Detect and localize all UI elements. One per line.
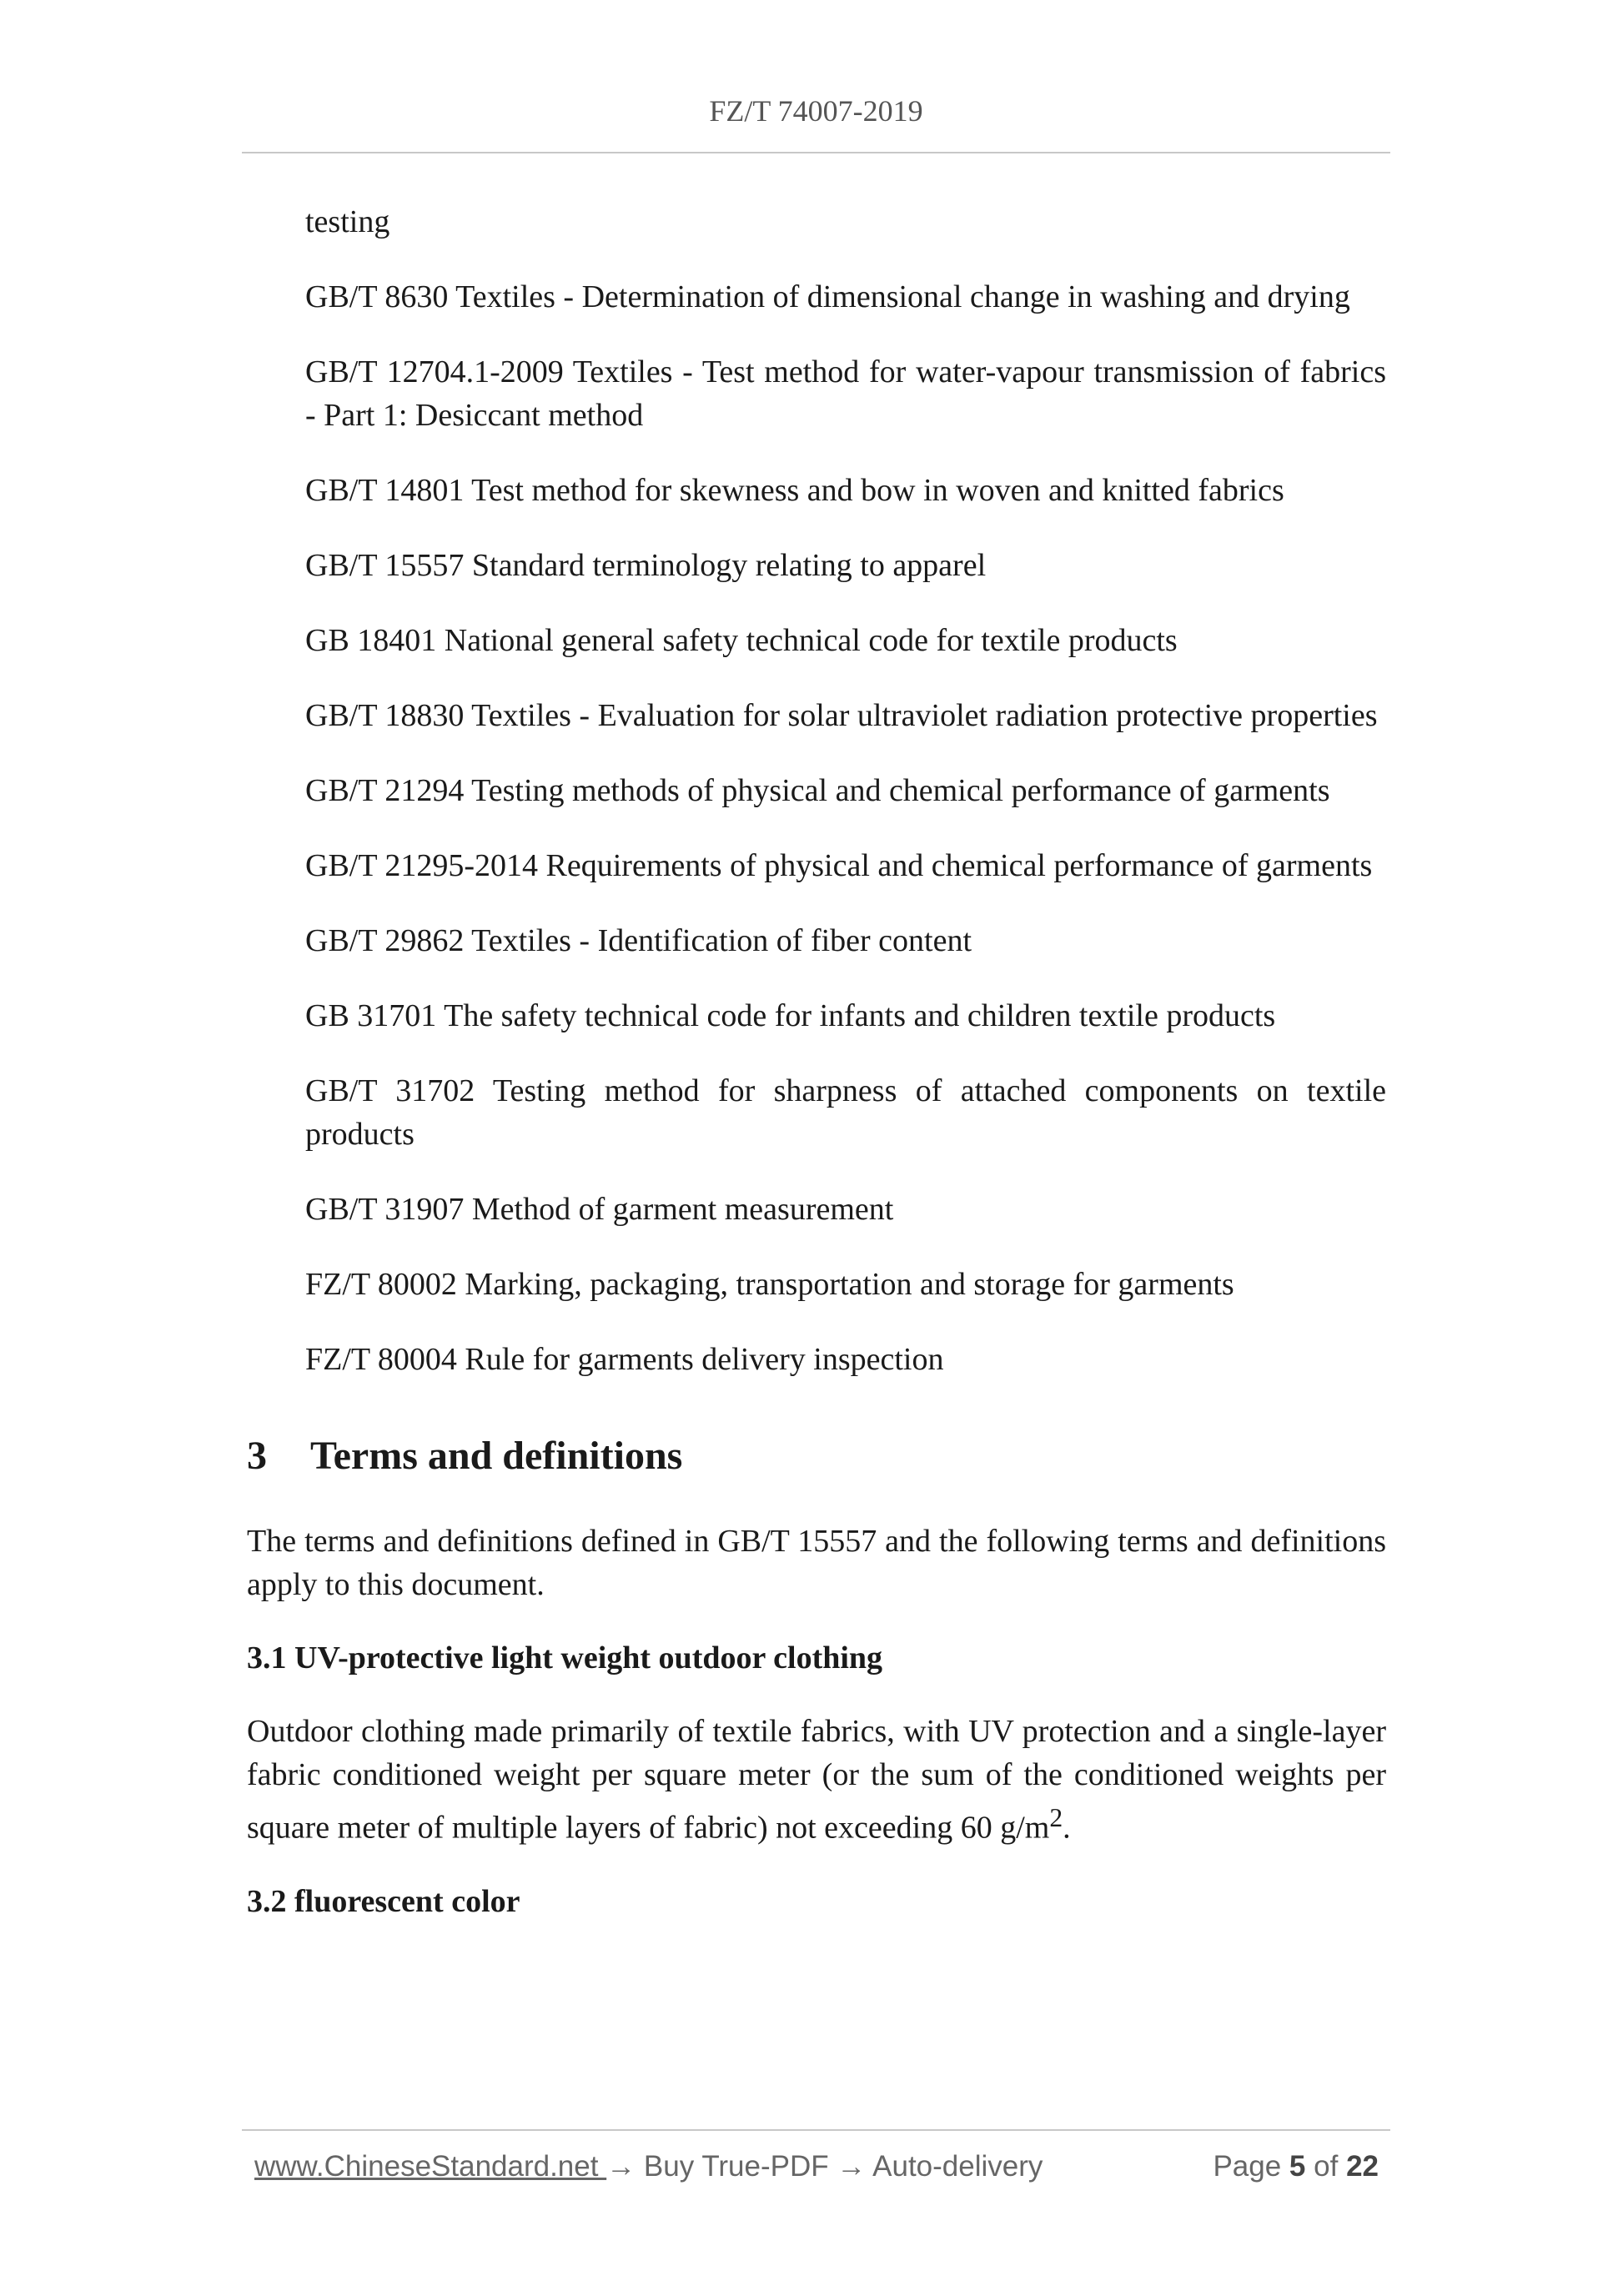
- total-pages: 22: [1346, 2150, 1379, 2183]
- term-heading-3-2: 3.2 fluorescent color: [247, 1883, 520, 1919]
- reference-item: GB 18401 National general safety technical code for textile products: [305, 623, 1178, 658]
- term-heading-3-1: 3.1 UV-protective light weight outdoor clothing: [247, 1640, 883, 1676]
- of-label: of: [1314, 2150, 1339, 2183]
- reference-item: GB 31701 The safety technical code for infants and children textile products: [305, 998, 1276, 1033]
- footer-divider: [242, 2129, 1390, 2131]
- reference-item: testing: [305, 204, 390, 239]
- term-definition-3-1: [247, 1710, 1386, 1850]
- footer-left: [254, 2150, 1043, 2183]
- reference-item: GB/T 31907 Method of garment measurement: [305, 1192, 894, 1227]
- page-label: Page: [1213, 2150, 1282, 2183]
- reference-item: GB/T 14801 Test method for skewness and bow in woven and knitted fabrics: [305, 473, 1284, 508]
- document-code-header: FZ/T 74007-2019: [709, 94, 923, 128]
- reference-item: FZ/T 80002 Marking, packaging, transportation and storage for garments: [305, 1267, 1234, 1302]
- section-intro: The terms and definitions defined in GB/T 15557 and the following terms and definitions apply to this document.: [247, 1524, 1386, 1602]
- page-footer: [254, 2150, 1379, 2183]
- reference-item: FZ/T 80004 Rule for garments delivery inspection: [305, 1342, 944, 1377]
- section-number: 3: [247, 1434, 267, 1478]
- definition-text: Outdoor clothing made primarily of textile fabrics, with UV protection and a single-layer fabric conditioned weight per square meter (or the sum of the conditioned weights per square meter of multiple layers of fabric) not exceeding 60 g/m: [247, 1714, 1386, 1846]
- reference-item: GB/T 31702 Testing method for sharpness of attached components on textile products: [305, 1073, 1386, 1152]
- unit-superscript: 2: [1049, 1803, 1063, 1832]
- page-body: [247, 200, 1386, 1953]
- current-page: 5: [1289, 2150, 1306, 2183]
- reference-item: GB/T 15557 Standard terminology relating to apparel: [305, 548, 987, 583]
- page-indicator: [1213, 2150, 1379, 2183]
- reference-item: GB/T 12704.1-2009 Textiles - Test method for water-vapour transmission of fabrics - Part 1: Desiccant method: [305, 354, 1386, 433]
- footer-tagline: → Buy True-PDF → Auto-delivery: [606, 2150, 1043, 2183]
- reference-item: GB/T 21295-2014 Requirements of physical and chemical performance of garments: [305, 848, 1373, 883]
- header-divider: [242, 152, 1390, 153]
- definition-end: .: [1063, 1810, 1071, 1846]
- reference-item: GB/T 18830 Textiles - Evaluation for solar ultraviolet radiation protective properties: [305, 698, 1378, 733]
- section-title: Terms and definitions: [310, 1434, 683, 1478]
- reference-item: GB/T 8630 Textiles - Determination of dimensional change in washing and drying: [305, 279, 1350, 314]
- chinese-standard-link[interactable]: www.ChineseStandard.net: [254, 2150, 607, 2183]
- normative-references-list: [247, 200, 1386, 1381]
- reference-item: GB/T 29862 Textiles - Identification of fiber content: [305, 923, 972, 958]
- section-heading: [247, 1431, 1386, 1481]
- reference-item: GB/T 21294 Testing methods of physical and chemical performance of garments: [305, 773, 1330, 808]
